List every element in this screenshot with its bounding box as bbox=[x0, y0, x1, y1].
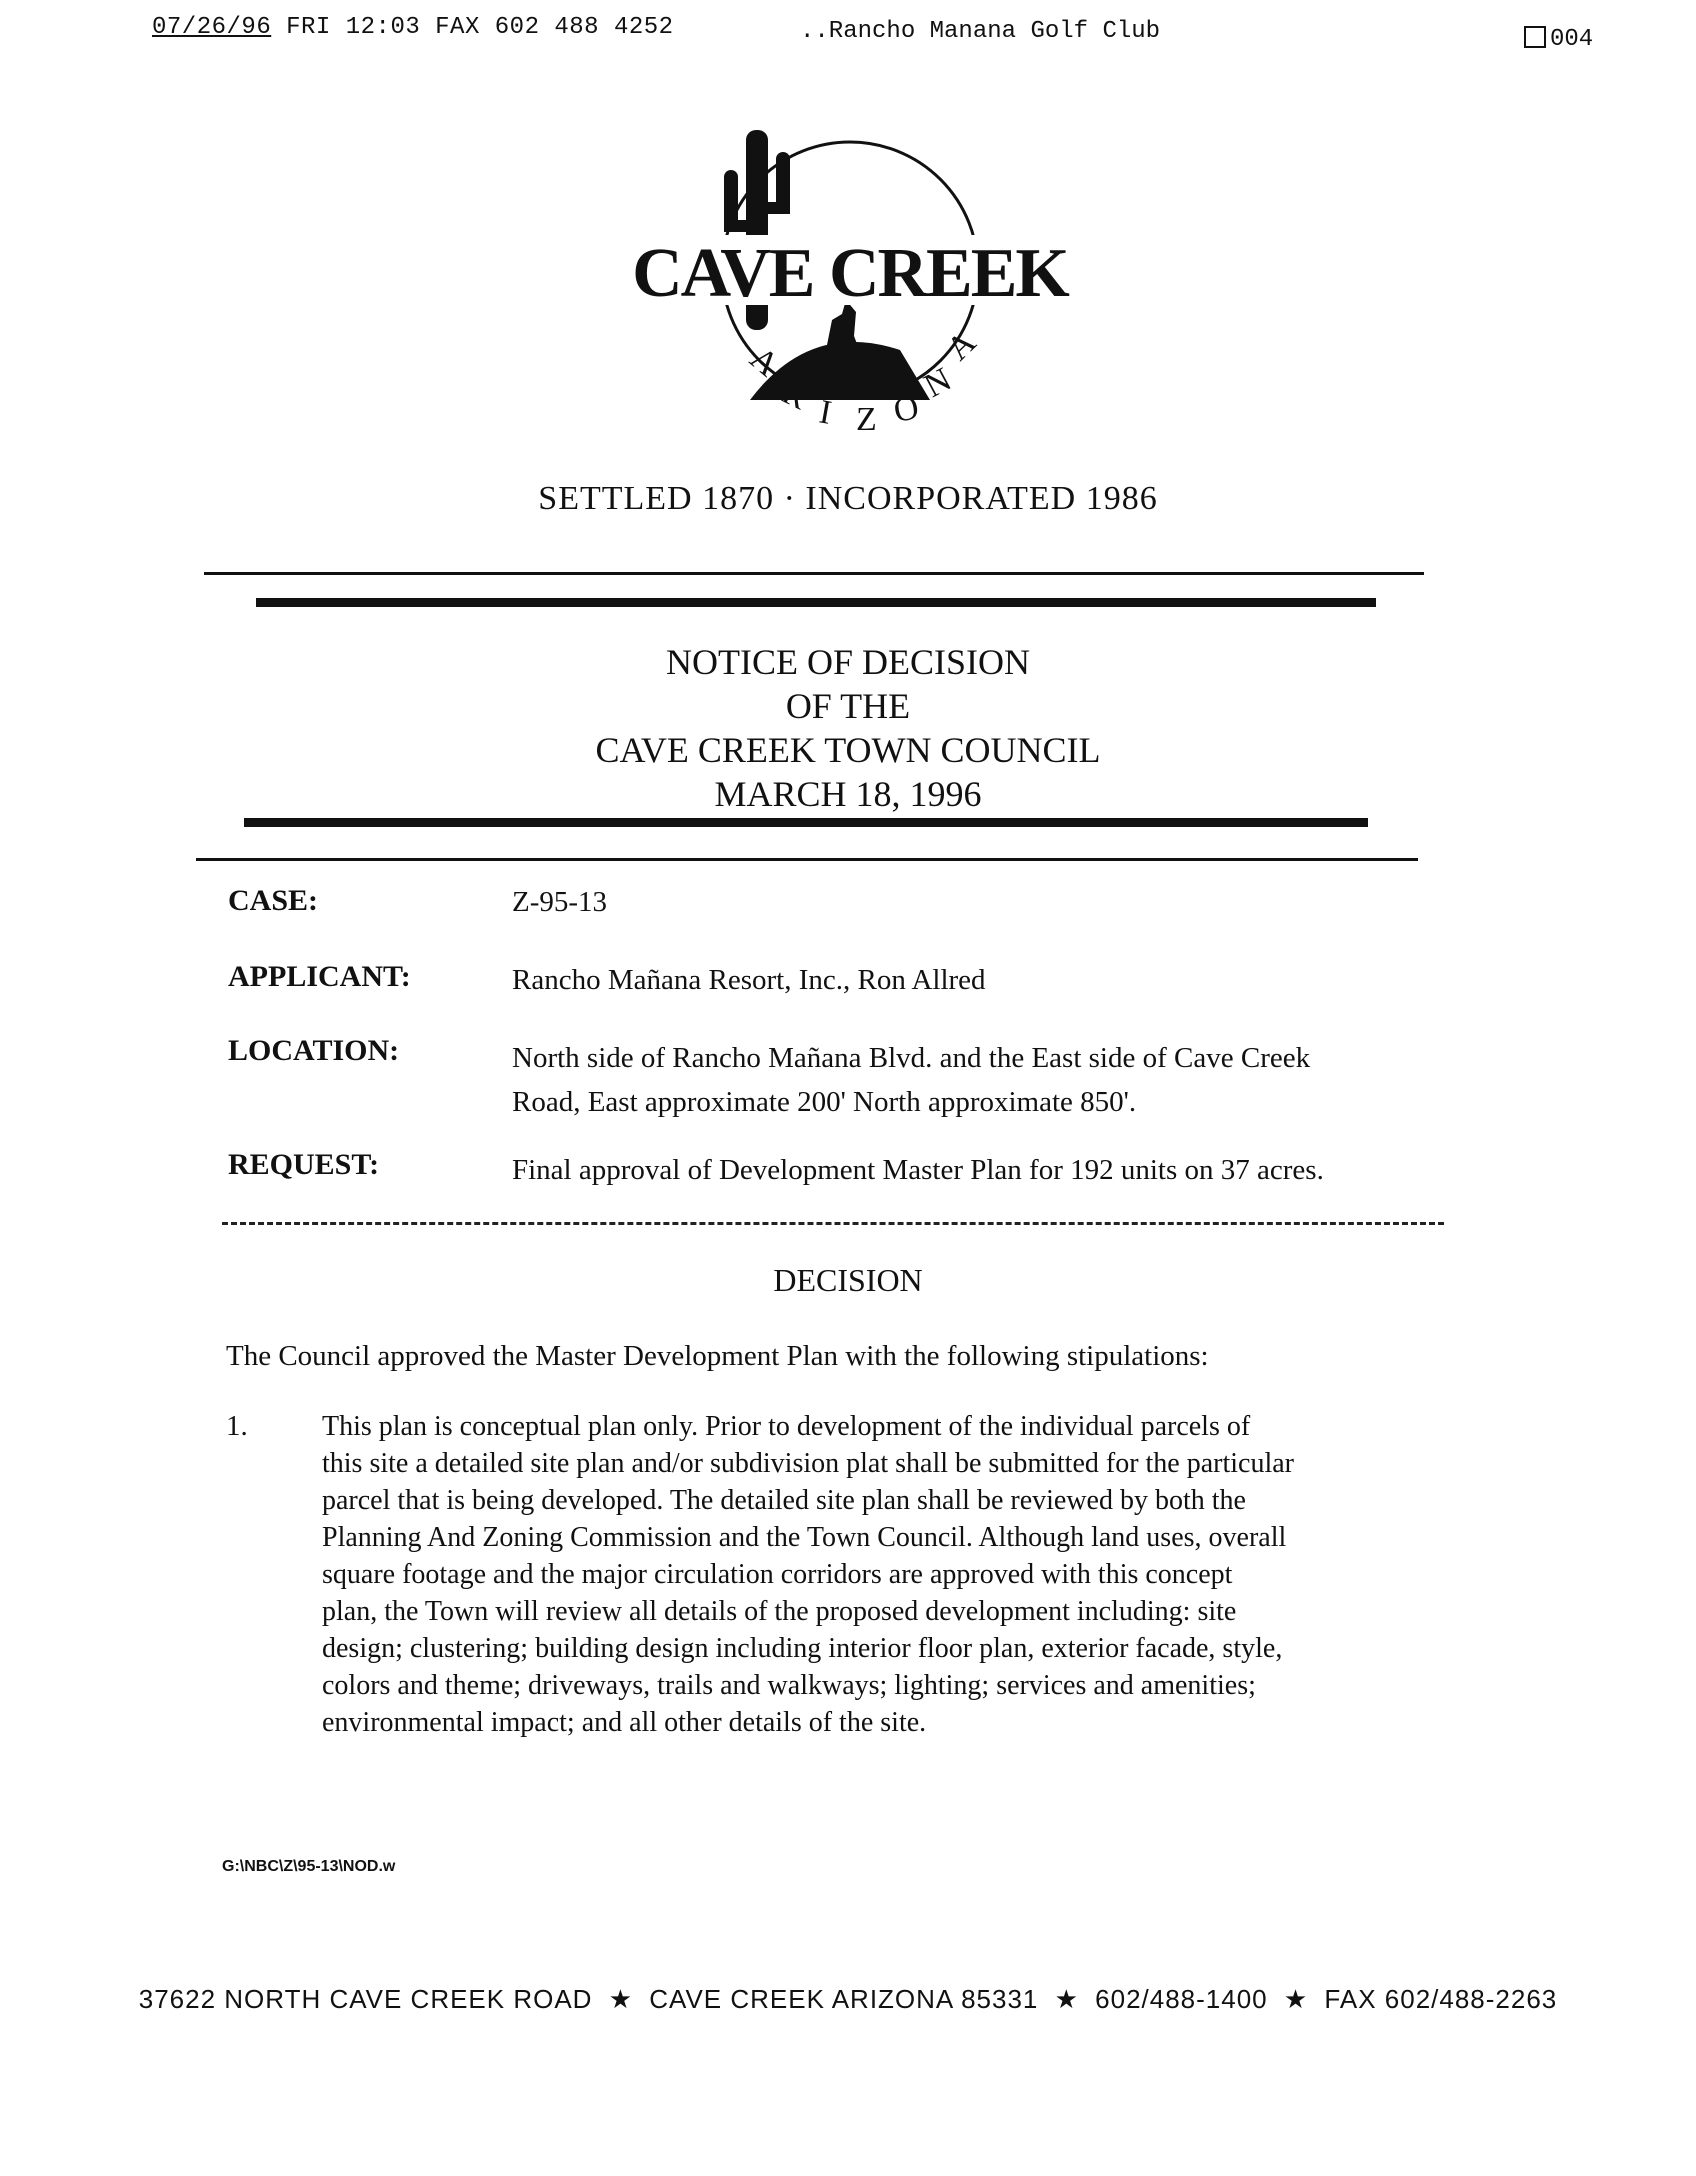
logo-state-letter-3: I bbox=[816, 393, 835, 432]
divider-thin-top bbox=[204, 572, 1424, 575]
fax-date: 07/26/96 bbox=[152, 14, 272, 41]
fax-sender: ..Rancho Manana Golf Club bbox=[800, 18, 1161, 45]
divider-thick-top bbox=[256, 598, 1376, 607]
location-label: LOCATION: bbox=[228, 1034, 400, 1067]
stipulation-line: square footage and the major circulation corridors are approved with this concept bbox=[322, 1559, 1233, 1590]
star-separator-icon: ★ bbox=[1283, 1984, 1309, 2014]
footer-address: 37622 NORTH CAVE CREEK ROAD bbox=[138, 1984, 593, 2014]
fax-header-line bbox=[152, 14, 674, 41]
stipulation-line: This plan is conceptual plan only. Prior to development of the individual parcels of bbox=[322, 1411, 1251, 1442]
notice-title-line-1: NOTICE OF DECISION bbox=[666, 642, 1030, 682]
stipulation-line: Planning And Zoning Commission and the Town Council. Although land uses, overall bbox=[322, 1522, 1287, 1553]
decision-heading: DECISION bbox=[773, 1262, 923, 1298]
stipulation-line: colors and theme; driveways, trails and walkways; lighting; services and amenities; bbox=[322, 1670, 1256, 1701]
stipulation-line: plan, the Town will review all details of the proposed development including: site bbox=[322, 1596, 1237, 1627]
footer-address-line bbox=[0, 1984, 1696, 2015]
footer-phone: 602/488-1400 bbox=[1095, 1984, 1268, 2014]
divider-thick-bottom bbox=[244, 818, 1368, 827]
star-separator-icon: ★ bbox=[1054, 1984, 1079, 2014]
divider-thin-bottom bbox=[196, 858, 1418, 861]
dashed-divider bbox=[222, 1222, 1444, 1225]
location-value-line-1: North side of Rancho Mañana Blvd. and the East side of Cave Creek bbox=[512, 1042, 1311, 1074]
stipulation-line: parcel that is being developed. The detailed site plan shall be reviewed by both the bbox=[322, 1485, 1246, 1516]
logo-state-letter-4: Z bbox=[856, 401, 877, 438]
logo-state-letter-2: R bbox=[776, 373, 814, 418]
location-value-line-2: Road, East approximate 200' North approximate 850'. bbox=[512, 1086, 1137, 1118]
location-value bbox=[512, 1036, 1412, 1124]
cave-creek-logo bbox=[632, 100, 1068, 470]
applicant-label: APPLICANT: bbox=[228, 960, 411, 993]
stipulation-line: environmental impact; and all other details of the site. bbox=[322, 1707, 927, 1738]
town-tagline: SETTLED 1870 · INCORPORATED 1986 bbox=[538, 480, 1158, 517]
notice-title-line-4: MARCH 18, 1996 bbox=[714, 774, 982, 814]
applicant-value: Rancho Mañana Resort, Inc., Ron Allred bbox=[512, 964, 986, 996]
footer-fax: FAX 602/488-2263 bbox=[1324, 1984, 1558, 2014]
stipulation-text bbox=[322, 1408, 1412, 1741]
stipulation-line: this site a detailed site plan and/or subdivision plat shall be submitted for the particular bbox=[322, 1448, 1295, 1479]
stipulation-line: design; clustering; building design including interior floor plan, exterior facade, style, bbox=[322, 1633, 1283, 1664]
request-label: REQUEST: bbox=[228, 1148, 380, 1181]
checkbox-icon bbox=[1524, 26, 1546, 48]
decision-intro: The Council approved the Master Development Plan with the following stipulations: bbox=[226, 1340, 1209, 1372]
logo-state-letter-6: N bbox=[918, 360, 958, 406]
logo-state-letter-7: A bbox=[939, 324, 984, 368]
request-value: Final approval of Development Master Plan for 192 units on 37 acres. bbox=[512, 1154, 1324, 1186]
stipulation-number: 1. bbox=[226, 1410, 248, 1442]
notice-title-line-2: OF THE bbox=[785, 686, 911, 726]
logo-state-letter-1: A bbox=[742, 339, 786, 384]
fax-page-value: 004 bbox=[1550, 26, 1594, 53]
footer-city: CAVE CREEK ARIZONA 85331 bbox=[649, 1984, 1039, 2014]
case-label: CASE: bbox=[228, 884, 319, 917]
logo-title: CAVE CREEK bbox=[632, 235, 1068, 312]
file-path: G:\NBC\Z\95-13\NOD.w bbox=[222, 1858, 396, 1875]
notice-title bbox=[0, 640, 1696, 816]
notice-title-line-3: CAVE CREEK TOWN COUNCIL bbox=[595, 730, 1101, 770]
fax-day-time: FRI 12:03 FAX 602 488 4252 bbox=[286, 14, 674, 41]
fax-page-number bbox=[1524, 26, 1593, 53]
case-value: Z-95-13 bbox=[512, 886, 608, 918]
logo-state-letter-5: O bbox=[890, 389, 922, 430]
star-separator-icon: ★ bbox=[608, 1984, 634, 2014]
